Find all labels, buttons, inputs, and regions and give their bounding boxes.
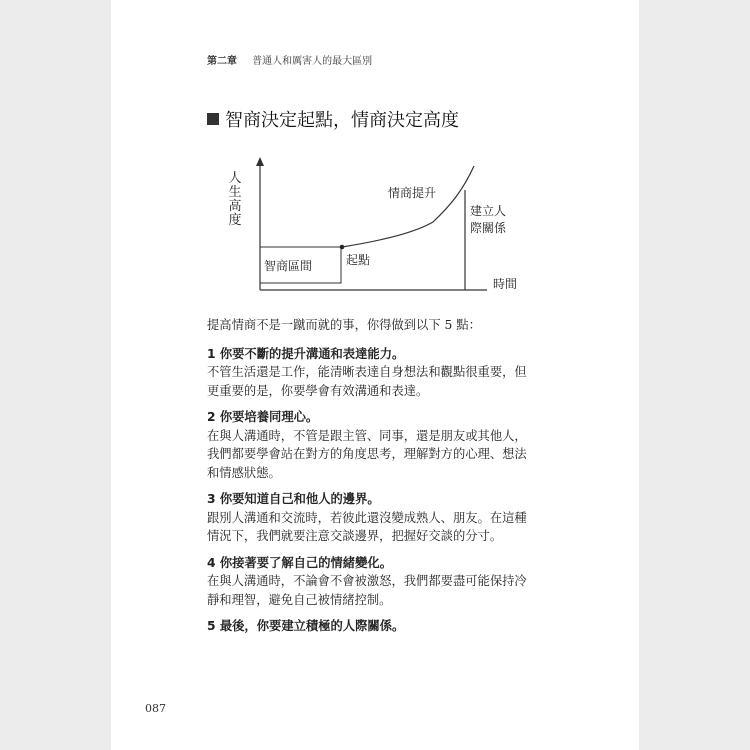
- y-axis-label-char-3: 高: [228, 199, 242, 214]
- point-3-heading: 3 你要知道自己和他人的邊界。: [207, 492, 380, 506]
- y-axis-label-char-2: 生: [228, 185, 242, 200]
- point-2-line-3: 和情感狀態。: [207, 465, 281, 480]
- point-2-line-2: 我們都要學會站在對方的角度思考，理解對方的心理、想法: [207, 447, 527, 461]
- section-title-text: 智商決定起點，情商決定高度: [225, 110, 459, 131]
- growth-curve: [342, 166, 474, 247]
- point-2-heading: 2 你要培養同理心。: [207, 410, 319, 424]
- x-axis-label: 時間: [493, 277, 518, 291]
- point-4-heading: 4 你接著要了解自己的情緒變化。: [207, 555, 392, 570]
- point-1-line-1: 不管生活還是工作，能清晰表達自身想法和觀點很重要，但: [207, 365, 527, 379]
- growth-diagram: [111, 0, 639, 300]
- point-3-line-2: 情況下，我們就要注意交談邊界，把握好交談的分寸。: [207, 529, 503, 543]
- point-5: [207, 617, 567, 636]
- point-2: [207, 408, 567, 482]
- start-point-label: 起點: [346, 253, 371, 267]
- point-1: [207, 345, 567, 401]
- intro-paragraph: 提高情商不是一蹴而就的事，你得做到以下 5 點：: [207, 318, 481, 332]
- point-3: [207, 490, 567, 546]
- chapter-label: 第二章: [207, 56, 237, 67]
- y-axis-arrow-icon: [256, 157, 264, 166]
- point-1-heading: 1 你要不斷的提升溝通和表達能力。: [207, 346, 405, 361]
- eq-growth-label: 情商提升: [388, 186, 437, 200]
- point-1-line-2: 更重要的是，你要學會有效溝通和表達。: [207, 383, 429, 398]
- iq-range-label: 智商區間: [264, 259, 313, 273]
- page-number: 087: [145, 702, 166, 715]
- point-4-line-1: 在與人溝通時，不論會不會被激怒，我們都要盡可能保持冷: [207, 574, 527, 588]
- point-5-heading: 5 最後，你要建立積極的人際關係。: [207, 619, 405, 633]
- chapter-title: 普通人和厲害人的最大區別: [252, 56, 373, 67]
- point-4: [207, 554, 567, 610]
- relationship-label-line1: 建立人: [470, 204, 507, 218]
- body-text: [207, 316, 567, 644]
- y-axis-label-char-1: 人: [228, 171, 242, 186]
- point-2-line-1: 在與人溝通時，不管是跟主管、同事，還是朋友或其他人，: [207, 428, 527, 443]
- book-page: [111, 0, 639, 750]
- relationship-label-line2: 際關係: [470, 221, 507, 235]
- point-3-line-1: 跟別人溝通和交流時，若彼此還沒變成熟人、朋友。在這種: [207, 510, 527, 525]
- point-4-line-2: 靜和理智，避免自己被情緒控制。: [207, 592, 392, 607]
- y-axis-label-char-4: 度: [228, 213, 242, 228]
